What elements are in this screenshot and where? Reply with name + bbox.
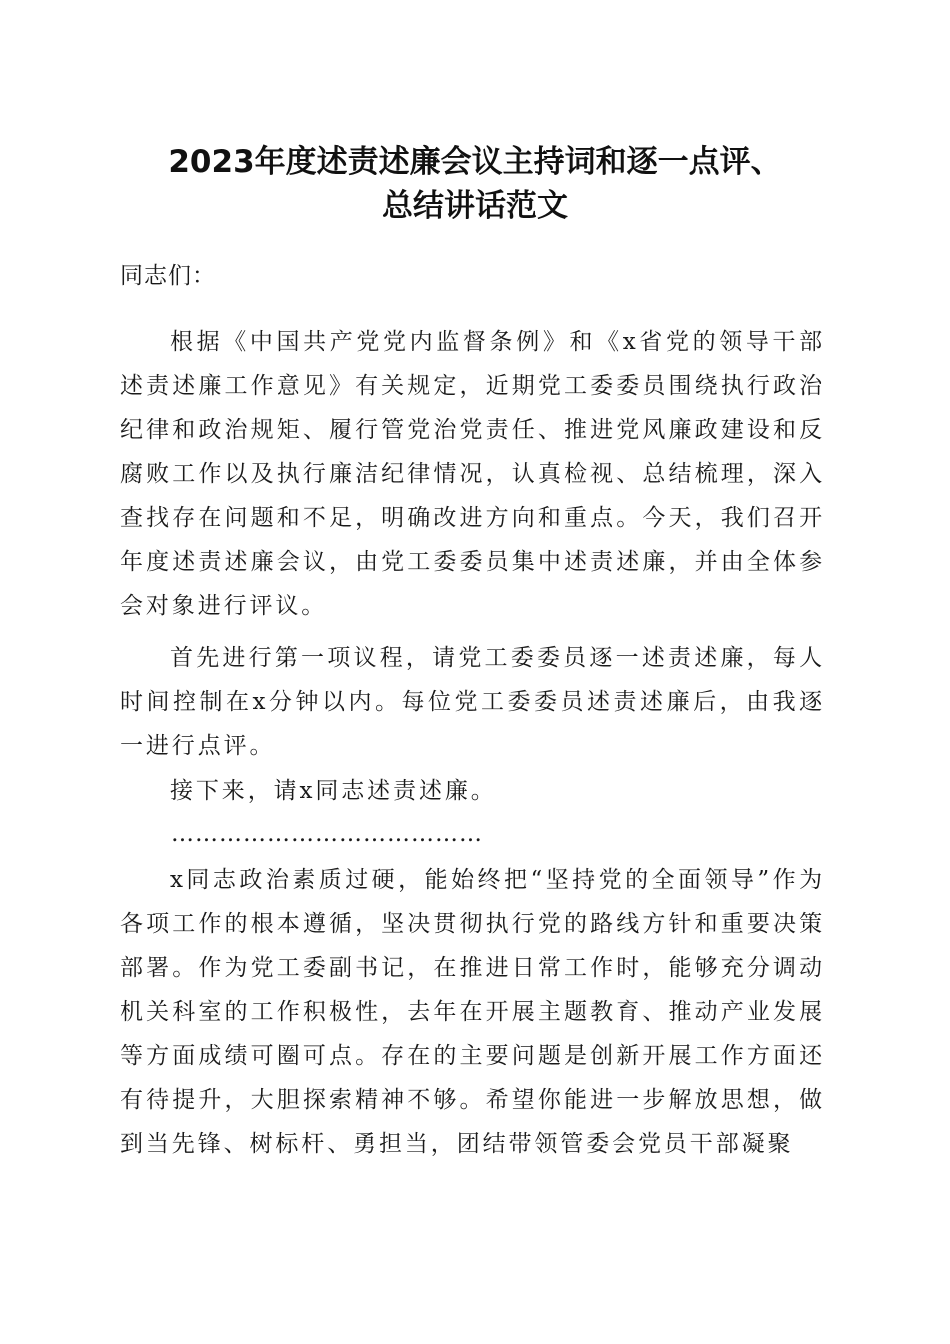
paragraph-first-agenda: 首先进行第一项议程，请党工委委员逐一述责述廉，每人时间控制在x分钟以内。每位党工委委员述责述廉后，由我逐一进行点评。 [120,645,825,759]
document-title-line-1: 2023年度述责述廉会议主持词和逐一点评、 [168,144,782,180]
paragraph-regulations: 根据《中国共产党党内监督条例》和《x省党的领导干部述责述廉工作意见》有关规定，近期党工委委员围绕执行政治纪律和政治规矩、履行管党治党责任、推进党风廉政建设和反腐败工作以及执行廉洁纪律情况，认真检视、总结梳理，深入查找存在问题和不足，明确改进方向和重点。今天，我们召开年度述责述廉会议，由党工委委员集中述责述廉，并由全体参会对象进行评议。 [120,329,825,619]
ellipsis-separator: ………………………………… [171,821,483,847]
paragraph-next-speaker: 接下来，请x同志述责述廉。 [170,778,497,804]
salutation: 同志们： [120,263,216,289]
document-title-line-2: 总结讲话范文 [382,188,568,224]
paragraph-comment: x同志政治素质过硬，能始终把“坚持党的全面领导”作为各项工作的根本遵循，坚决贯彻执行党的路线方针和重要决策部署。作为党工委副书记，在推进日常工作时，能够充分调动机关科室的工作积极性，去年在开展主题教育、推动产业发展等方面成绩可圈可点。存在的主要问题是创新开展工作方面还有待提升，大胆探索精神不够。希望你能进一步解放思想，做到当先锋、树标杆、勇担当，团结带领管委会党员干部凝聚 [120,867,825,1157]
